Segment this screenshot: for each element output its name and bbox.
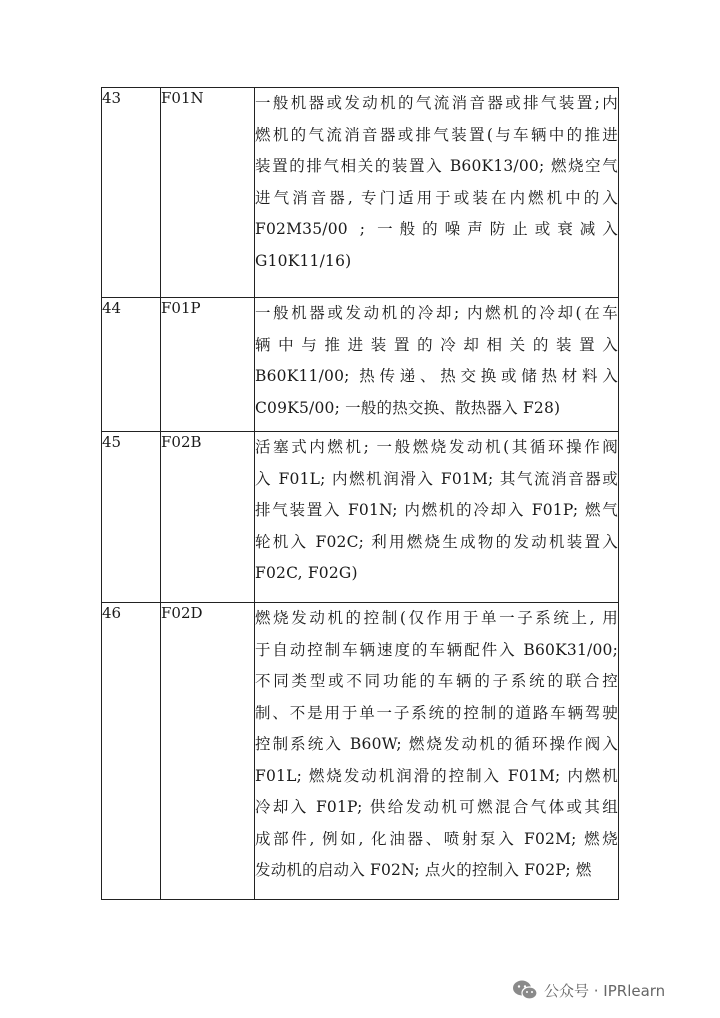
- table-row: [102, 432, 619, 603]
- table-row: [102, 88, 619, 298]
- description-line: 冷却入 F01P; 供给发动机可燃混合气体或其组: [255, 798, 618, 816]
- description-line: 成部件, 例如, 化油器、喷射泵入 F02M; 燃烧: [255, 829, 618, 848]
- description-line: 辆中与推进装置的冷却相关的装置入: [255, 335, 618, 354]
- description-line: 于自动控制车辆速度的车辆配件入 B60K31/00;: [255, 640, 618, 659]
- classification-code: F02D: [161, 603, 255, 900]
- description-line: B60K11/00; 热传递、热交换或储热材料入: [255, 367, 618, 385]
- description-line: C09K5/00; 一般的热交换、散热器入 F28): [255, 398, 561, 417]
- description-line: 一般机器或发动机的冷却; 内燃机的冷却(在车: [255, 304, 618, 322]
- description-line: 控制系统入 B60W; 燃烧发动机的循环操作阀入: [255, 735, 618, 753]
- classification-code: F01P: [161, 298, 255, 432]
- row-number: 46: [102, 603, 161, 900]
- watermark: [512, 978, 665, 1002]
- description-line: 活塞式内燃机; 一般燃烧发动机(其循环操作阀: [255, 438, 618, 456]
- row-number: 43: [102, 88, 161, 298]
- description-line: F02C, F02G): [255, 564, 358, 582]
- description-line: 不同类型或不同功能的车辆的子系统的联合控: [255, 672, 618, 690]
- description: [255, 298, 619, 432]
- description-line: 装置的排气相关的装置入 B60K13/00; 燃烧空气: [255, 157, 618, 175]
- description-line: 一般机器或发动机的气流消音器或排气装置;内: [255, 94, 618, 112]
- table-body: [102, 88, 619, 900]
- classification-code: F02B: [161, 432, 255, 603]
- table-row: [102, 603, 619, 900]
- description-line: 燃烧发动机的控制(仅作用于单一子系统上, 用: [255, 609, 618, 627]
- wechat-icon: [512, 979, 538, 1001]
- description-line: 轮机入 F02C; 利用燃烧生成物的发动机装置入: [255, 532, 618, 551]
- watermark-text: 公众号 · IPRlearn: [544, 981, 666, 1000]
- row-number: 45: [102, 432, 161, 603]
- description-line: 制、不是用于单一子系统的控制的道路车辆驾驶: [255, 703, 618, 722]
- row-number: 44: [102, 298, 161, 432]
- description-line: 燃机的气流消音器或排气装置(与车辆中的推进: [255, 125, 618, 144]
- description-line: 入 F01L; 内燃机润滑入 F01M; 其气流消音器或: [255, 469, 618, 488]
- description-line: 进气消音器, 专门适用于或装在内燃机中的入: [255, 188, 618, 207]
- description-line: F01L; 燃烧发动机润滑的控制入 F01M; 内燃机: [255, 766, 618, 785]
- description-line: 排气装置入 F01N; 内燃机的冷却入 F01P; 燃气: [255, 501, 618, 519]
- description: [255, 432, 619, 603]
- description-line: F02M35/00 ; 一般的噪声防止或衰减入: [255, 220, 618, 238]
- description-line: 发动机的启动入 F02N; 点火的控制入 F02P; 燃: [255, 861, 592, 879]
- table-row: [102, 298, 619, 432]
- description: [255, 603, 619, 900]
- classification-code: F01N: [161, 88, 255, 298]
- description-line: G10K11/16): [255, 251, 352, 270]
- classification-table: [101, 87, 619, 900]
- description: [255, 88, 619, 298]
